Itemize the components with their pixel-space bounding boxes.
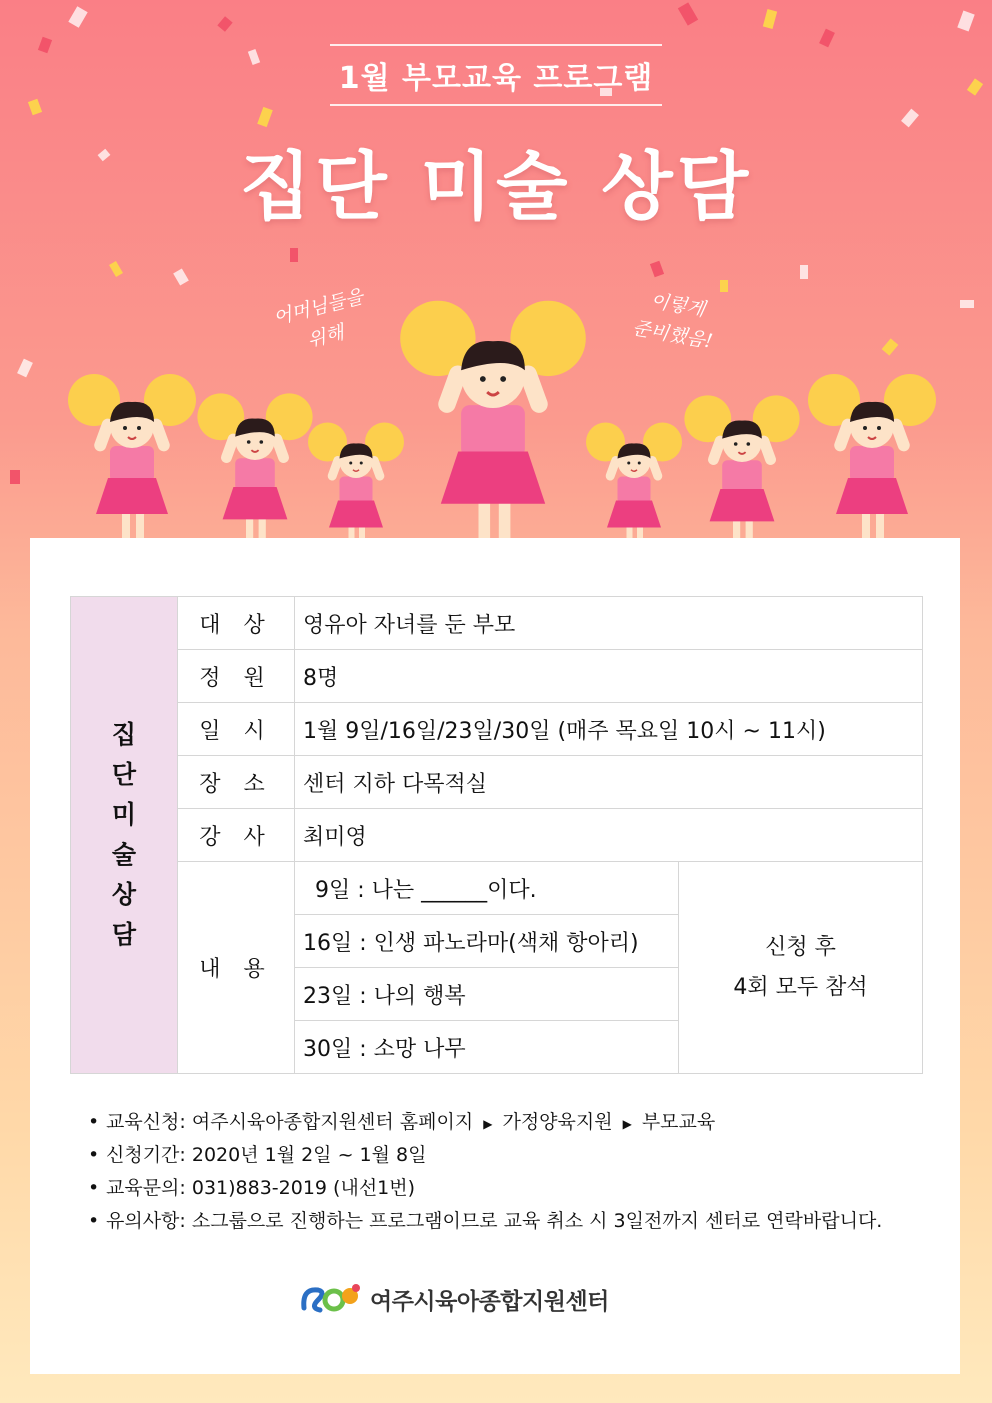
triangle-right-icon: ▶ [483, 1117, 493, 1131]
notes-list [86, 1106, 882, 1238]
row-value-instructor: 최미영 [295, 809, 923, 862]
table-row [71, 703, 923, 756]
content-item: 23일 : 나의 행복 [295, 968, 679, 1021]
note-caution: • 유의사항: 소그룹으로 진행하는 프로그램이므로 교육 취소 시 3일전까지 센터로 연락바랍니다. [86, 1205, 882, 1238]
content-item: 30일 : 소망 나무 [295, 1021, 679, 1074]
attendance-note: 신청 후 4회 모두 참석 [679, 862, 923, 1074]
table-row [71, 597, 923, 650]
center-logo [300, 1280, 609, 1318]
row-label-target: 대 상 [178, 597, 295, 650]
note-apply: • 교육신청: 여주시육아종합지원센터 홈페이지 ▶ 가정양육지원 ▶ 부모교육 [86, 1106, 882, 1139]
program-info-table [70, 596, 923, 1074]
center-name: 여주시육아종합지원센터 [370, 1288, 609, 1315]
row-label-location: 장 소 [178, 756, 295, 809]
table-row [71, 756, 923, 809]
program-name-vertical: 집 단 미 술 상 담 [71, 597, 178, 1074]
subtitle: 1월 부모교육 프로그램 [338, 61, 654, 96]
note-period: • 신청기간: 2020년 1월 2일 ~ 1월 8일 [86, 1139, 882, 1172]
page-title: 집단 미술 상담 [239, 144, 753, 230]
row-value-target: 영유아 자녀를 둔 부모 [295, 597, 923, 650]
row-value-capacity: 8명 [295, 650, 923, 703]
cheerleaders-illustration [0, 250, 992, 540]
row-value-location: 센터 지하 다목적실 [295, 756, 923, 809]
subtitle-frame [330, 44, 662, 106]
row-label-instructor: 강 사 [178, 809, 295, 862]
note-inquiry: • 교육문의: 031)883-2019 (내선1번) [86, 1172, 882, 1205]
row-label-content: 내 용 [178, 862, 295, 1074]
handwritten-note-left: 어머님들을 위해 [271, 285, 366, 352]
table-row [71, 809, 923, 862]
center-logo-icon [300, 1280, 362, 1318]
hero-banner [0, 0, 992, 540]
content-item: 16일 : 인생 파노라마(색채 항아리) [295, 915, 679, 968]
row-label-schedule: 일 시 [178, 703, 295, 756]
handwritten-note-right: 이렇게 준비했음! [630, 289, 715, 353]
table-row [71, 862, 923, 915]
info-panel [30, 538, 960, 1374]
table-row [71, 650, 923, 703]
row-value-schedule: 1월 9일/16일/23일/30일 (매주 목요일 10시 ~ 11시) [295, 703, 923, 756]
triangle-right-icon: ▶ [622, 1117, 632, 1131]
row-label-capacity: 정 원 [178, 650, 295, 703]
content-item: 9일 : 나는 ______이다. [295, 862, 679, 915]
